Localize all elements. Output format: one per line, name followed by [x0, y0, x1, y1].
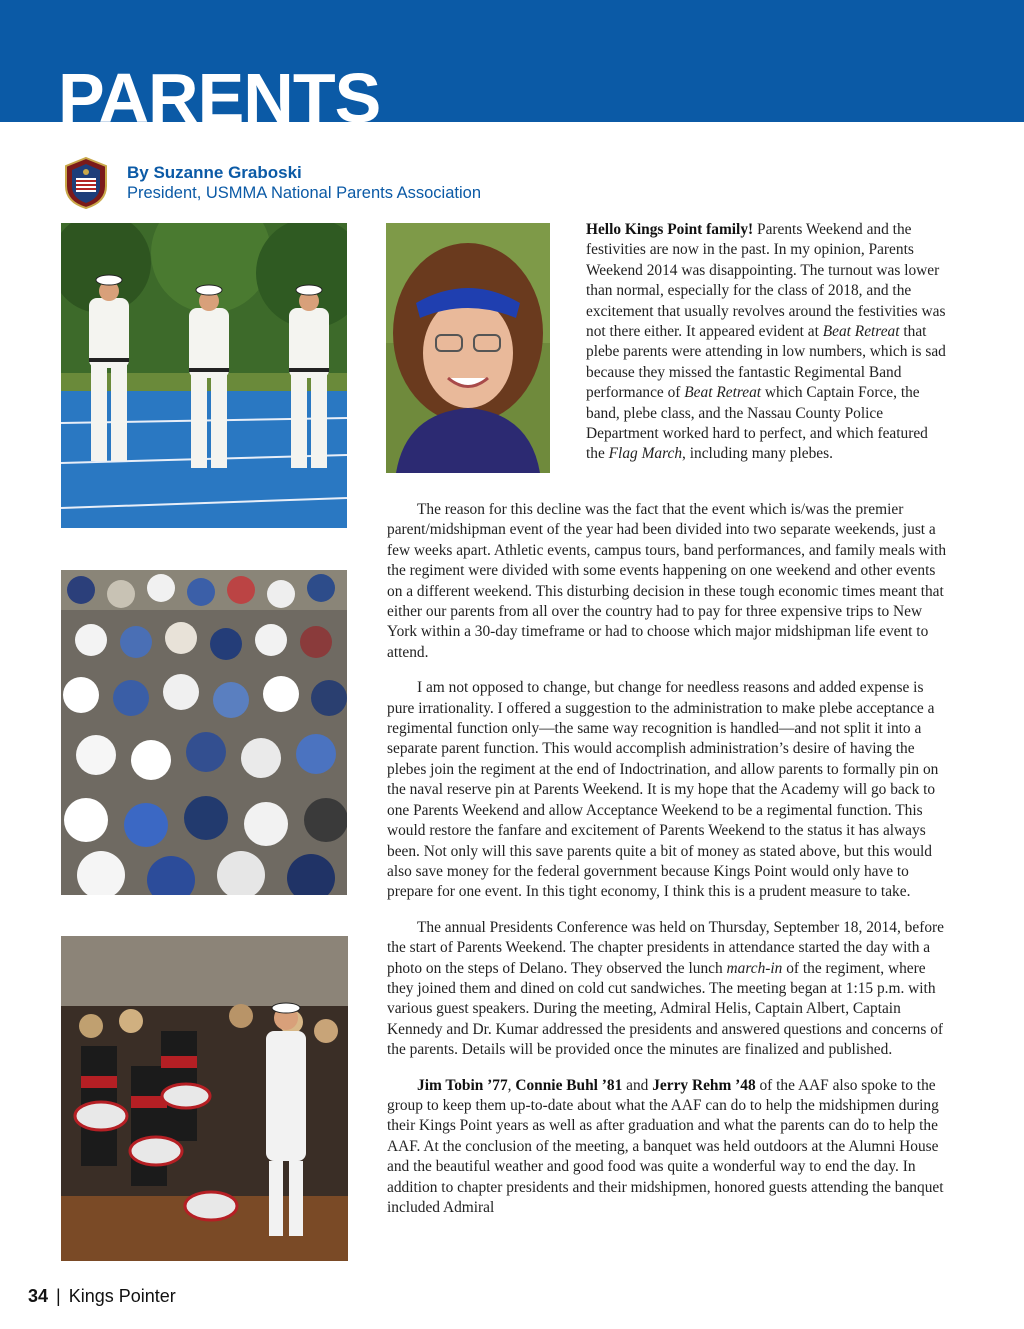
- intro-text-1: Parents Weekend and the festivities are now in the past. In my opinion, Parents Weekend 2014 was disappointing. The turnout was lower than normal, especially for the class of 2018, and the excitement that usually revolves around the festivities was not there either. It appeared evident at: [586, 221, 946, 341]
- paragraph-decline: The reason for this decline was the fact that the event which is/was the premier parent/midshipman event of the year had been divided into two separate weekends, just a few weeks apart. Athletic events, campus tours, band performances, and family meals with the regiment were divided with some events happening on one weekend and other events on a different weekend. This disturbing decision in these tough economic times meant that either our parents from all over the country had to pay for three expensive trips to New York within a 30-day timeframe or had to choose which major midshipman life event to attend.: [387, 501, 947, 661]
- aaf-sep-1: ,: [507, 1076, 516, 1094]
- photo-regimental-band: [61, 936, 348, 1261]
- byline: [127, 162, 481, 204]
- aaf-sep-2: and: [622, 1076, 653, 1094]
- aaf-name-2: Connie Buhl ’81: [515, 1076, 623, 1094]
- photo-crowd-in-stands: [61, 570, 347, 895]
- section-title: PARENTS: [58, 59, 381, 122]
- conference-text-2: of the regiment, where they joined them and dined on cold cut sandwiches. The meeting began at 1:15 p.m. with various guest speakers. During the meeting, Admiral Helis, Captain Albert, Captain Kennedy and Dr. Kumar addressed the presidents and answered questions and concerns of the parents. Details will be provided once the minutes are finalized and published.: [387, 959, 944, 1059]
- aaf-name-1: Jim Tobin ’77: [417, 1076, 508, 1094]
- intro-italic-1: Beat Retreat: [822, 323, 900, 341]
- greeting-lead: Hello Kings Point family!: [586, 221, 754, 238]
- conference-text-1: The annual Presidents Conference was held on Thursday, September 18, 2014, before the start of Parents Weekend. The chapter presidents in attendance started the day with a photo on the steps of Delano. They observed the lunch: [387, 918, 944, 977]
- conference-italic-1: march-in: [726, 959, 783, 977]
- publication-name: Kings Pointer: [68, 1286, 176, 1306]
- association-seal-icon: [62, 156, 110, 210]
- aaf-text-1: of the AAF also spoke to the group to keep them up-to-date about what the AAF can do to help the midshipmen during their Kings Point years as well as after graduation and what the parents can do to help the AAF. At the conclusion of the meeting, a banquet was held outdoors at the Alumni House and the beautiful weather and good food was quite a wonderful way to end the day. In addition to chapter presidents and their midshipmen, honored guests attending the banquet included Admiral: [387, 1076, 944, 1216]
- author-name: By Suzanne Graboski: [127, 163, 302, 182]
- paragraph-presidents-conference: [387, 918, 947, 1061]
- paragraph-aaf: [387, 1076, 947, 1219]
- intro-text-3: which Captain Force, the band, plebe class, and the Nassau County Police Department worked hard to perfect, and which featured the: [586, 384, 928, 463]
- intro-text-2: that plebe parents were attending in low numbers, which is sad because they missed the fantastic Regimental Band performance of: [586, 323, 946, 402]
- footer-separator: |: [56, 1286, 61, 1306]
- author-role: President, USMMA National Parents Association: [127, 184, 482, 202]
- intro-text-4: , including many plebes.: [682, 445, 833, 463]
- intro-italic-2: Beat Retreat: [684, 384, 762, 402]
- header-band: [0, 0, 1024, 122]
- page-number: 34: [28, 1286, 49, 1306]
- photo-author-portrait: [386, 223, 550, 473]
- photo-midshipmen-marching: [61, 223, 347, 528]
- paragraph-change: I am not opposed to change, but change for needless reasons and added expense is pure irrationality. I offered a suggestion to the administration to make plebe acceptance a regimental function only—the same way recognition is handled—and not split it into a separate parent function. This would accomplish administration’s desire of having the plebes join the regiment at the end of Indoctrination, and allow parents to formally pin on the naval reserve pin at Parents Weekend. It is my hope that the Academy will go back to one Parents Weekend and allow Acceptance Weekend to be a regimental function. This would restore the fanfare and excitement of Parents Weekend to the status it has always been. Not only will this save parents quite a bit of money as stated above, but this would also save money for the federal government because Kings Point would only have to prepare for one event. In this tight economy, I think this is a prudent measure to take.: [387, 679, 939, 901]
- aaf-name-3: Jerry Rehm ’48: [652, 1076, 756, 1094]
- article-body: [387, 500, 947, 1233]
- article-intro-paragraph: [586, 220, 946, 465]
- intro-italic-3: Flag March: [608, 445, 683, 463]
- page-footer: [28, 1286, 176, 1307]
